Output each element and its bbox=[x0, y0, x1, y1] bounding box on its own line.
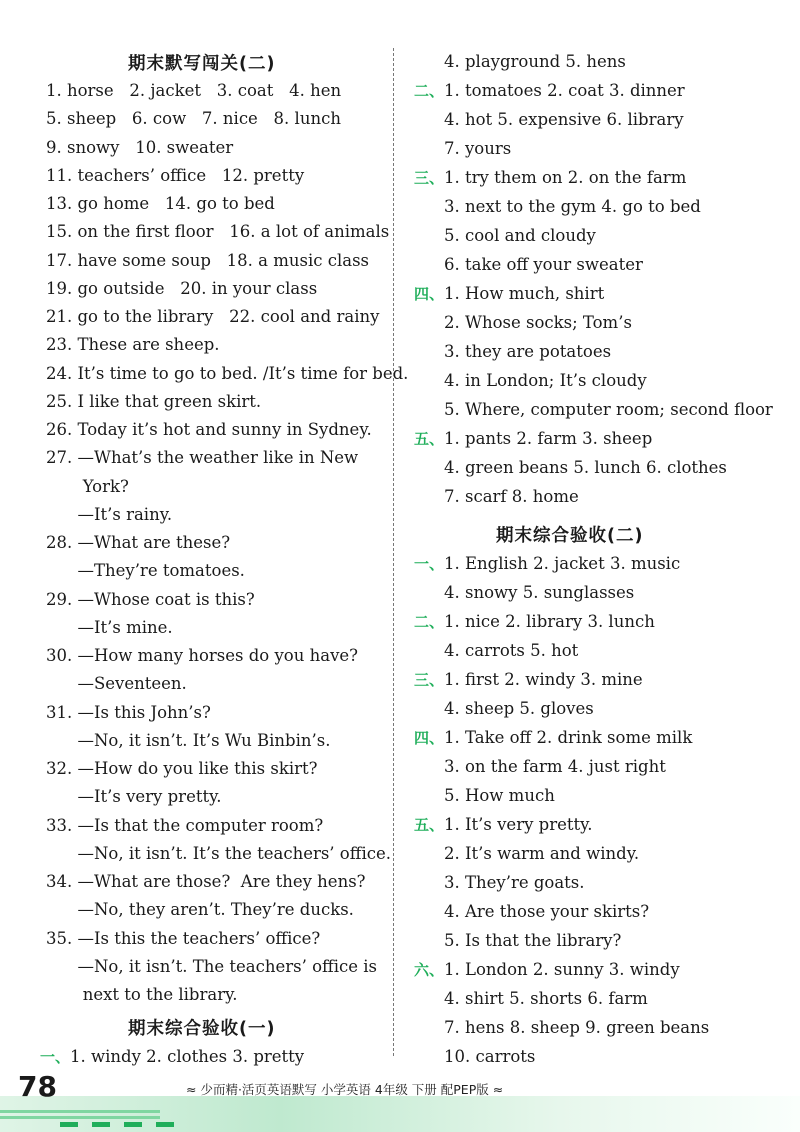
section-marker: 一、 bbox=[40, 1048, 71, 1066]
answer-text: 4. Are those your skirts? bbox=[444, 902, 650, 921]
answer-line: 1. horse 2. jacket 3. coat 4. hen bbox=[46, 81, 342, 100]
answer-line bbox=[414, 669, 643, 691]
answer-line bbox=[444, 399, 773, 421]
footer-dash bbox=[124, 1122, 142, 1127]
answer-line bbox=[414, 80, 685, 102]
answer-line: 19. go outside 20. in your class bbox=[46, 278, 318, 298]
footer-dash bbox=[60, 1122, 78, 1127]
answer-line: 35. —Is this the teachers’ office? bbox=[46, 928, 321, 948]
answer-line: —No, it isn’t. The teachers’ office is bbox=[46, 956, 377, 976]
answer-line bbox=[444, 51, 626, 73]
page-number: 78 bbox=[18, 1070, 57, 1103]
answer-text: 1. English 2. jacket 3. music bbox=[444, 554, 681, 573]
answer-line: 11. teachers’ office 12. pretty bbox=[46, 165, 305, 185]
section-marker: 三、 bbox=[414, 169, 445, 187]
answer-text: 1. tomatoes 2. coat 3. dinner bbox=[444, 81, 685, 100]
answer-text: 1. Take off 2. drink some milk bbox=[444, 728, 693, 747]
answer-line bbox=[444, 254, 643, 276]
answer-line bbox=[444, 109, 684, 131]
section-marker: 一、 bbox=[414, 555, 445, 573]
answer-text: 3. on the farm 4. just right bbox=[444, 757, 666, 776]
answer-text: 1. London 2. sunny 3. windy bbox=[444, 960, 680, 979]
answer-text: 1. first 2. windy 3. mine bbox=[444, 670, 643, 689]
answer-text: 10. carrots bbox=[444, 1047, 536, 1066]
answer-line bbox=[414, 553, 680, 575]
answer-line: 9. snowy 10. sweater bbox=[46, 137, 234, 157]
answer-line bbox=[414, 959, 680, 981]
answer-line: —It’s very pretty. bbox=[46, 787, 222, 807]
answer-line: —It’s mine. bbox=[46, 617, 173, 637]
answer-line bbox=[444, 756, 666, 778]
answer-line: York? bbox=[46, 476, 129, 496]
column-divider bbox=[393, 48, 394, 1056]
answer-text: 7. yours bbox=[444, 139, 512, 158]
answer-text: 1. It’s very pretty. bbox=[444, 815, 593, 834]
answer-line: —Seventeen. bbox=[46, 674, 187, 694]
answer-line bbox=[444, 1046, 535, 1068]
section-marker: 二、 bbox=[414, 82, 445, 100]
answer-text: 5. How much bbox=[444, 786, 555, 805]
answer-line bbox=[444, 312, 632, 334]
answer-line: 27. —What’s the weather like in New bbox=[46, 448, 359, 468]
answer-line: 5. sheep 6. cow 7. nice 8. lunch bbox=[46, 109, 341, 129]
answer-line: 29. —Whose coat is this? bbox=[46, 589, 255, 609]
answer-text: 4. in London; It’s cloudy bbox=[444, 371, 647, 390]
section-marker: 二、 bbox=[414, 613, 445, 631]
answer-line bbox=[444, 698, 594, 720]
answer-line bbox=[414, 283, 604, 305]
answer-text: 7. scarf 8. home bbox=[444, 487, 579, 506]
section-marker: 四、 bbox=[414, 285, 445, 303]
answer-line: 28. —What are these? bbox=[46, 533, 231, 552]
answer-text: 2. It’s warm and windy. bbox=[444, 844, 640, 863]
answer-line: —They’re tomatoes. bbox=[46, 561, 245, 581]
answer-line: 13. go home 14. go to bed bbox=[46, 194, 275, 213]
footer-wave bbox=[0, 1110, 160, 1113]
answer-text: 3. They’re goats. bbox=[444, 873, 585, 892]
answer-line bbox=[444, 582, 634, 604]
section-heading: 期末默写闯关(二) bbox=[128, 54, 276, 74]
answer-text: 4. green beans 5. lunch 6. clothes bbox=[444, 458, 727, 477]
answer-line bbox=[40, 1046, 304, 1068]
answer-text: 1. How much, shirt bbox=[444, 284, 605, 303]
answer-line bbox=[444, 785, 555, 807]
answer-text: 4. carrots 5. hot bbox=[444, 641, 579, 660]
answer-line bbox=[414, 167, 686, 189]
answer-line bbox=[444, 640, 578, 662]
answer-text: 7. hens 8. sheep 9. green beans bbox=[444, 1018, 710, 1037]
section-marker: 三、 bbox=[414, 671, 445, 689]
answer-line: 26. Today it’s hot and sunny in Sydney. bbox=[46, 420, 372, 439]
answer-line bbox=[444, 1017, 709, 1039]
answer-line bbox=[444, 457, 727, 479]
answer-line: 31. —Is this John’s? bbox=[46, 702, 211, 722]
answer-text: 1. nice 2. library 3. lunch bbox=[444, 612, 655, 631]
answer-line bbox=[444, 901, 649, 923]
answer-text: 5. Where, computer room; second floor bbox=[444, 400, 773, 419]
answer-line bbox=[444, 486, 579, 508]
answer-line bbox=[444, 225, 596, 247]
answer-text: 1. try them on 2. on the farm bbox=[444, 168, 687, 187]
answer-text: 1. windy 2. clothes 3. pretty bbox=[70, 1047, 305, 1066]
answer-line bbox=[444, 196, 701, 218]
section-heading: 期末综合验收(一) bbox=[128, 1019, 276, 1039]
answer-text: 5. cool and cloudy bbox=[444, 226, 596, 245]
footer-dash bbox=[156, 1122, 174, 1127]
footer-dash bbox=[92, 1122, 110, 1127]
answer-text: 4. playground 5. hens bbox=[444, 52, 626, 71]
answer-line bbox=[444, 988, 648, 1010]
answer-text: 4. hot 5. expensive 6. library bbox=[444, 110, 684, 129]
answer-line: 23. These are sheep. bbox=[46, 335, 220, 355]
answer-line bbox=[414, 428, 652, 450]
answer-line bbox=[414, 727, 692, 749]
answer-text: 1. pants 2. farm 3. sheep bbox=[444, 429, 653, 448]
answer-text: 5. Is that the library? bbox=[444, 931, 622, 950]
answer-line: 33. —Is that the computer room? bbox=[46, 815, 324, 835]
answer-line bbox=[414, 611, 655, 633]
answer-text: 4. snowy 5. sunglasses bbox=[444, 583, 635, 602]
answer-line bbox=[444, 341, 611, 363]
answer-line: next to the library. bbox=[46, 985, 238, 1004]
section-marker: 六、 bbox=[414, 961, 445, 979]
answer-line: 15. on the first floor 16. a lot of animals bbox=[46, 222, 390, 242]
answer-line bbox=[444, 370, 647, 392]
answer-line: 34. —What are those? Are they hens? bbox=[46, 872, 366, 891]
page-footer bbox=[0, 1068, 800, 1132]
answer-line: 30. —How many horses do you have? bbox=[46, 646, 359, 665]
section-heading: 期末综合验收(二) bbox=[496, 526, 644, 546]
answer-line: 25. I like that green skirt. bbox=[46, 391, 262, 411]
answer-line: 32. —How do you like this skirt? bbox=[46, 759, 318, 778]
footer-band bbox=[0, 1096, 800, 1132]
answer-line bbox=[444, 930, 621, 952]
answer-line bbox=[414, 814, 593, 836]
footer-wave bbox=[0, 1116, 160, 1119]
section-marker: 五、 bbox=[414, 816, 445, 834]
answer-line bbox=[444, 843, 639, 865]
answer-line: 24. It’s time to go to bed. /It’s time for bed. bbox=[46, 363, 409, 383]
answer-line: —No, it isn’t. It’s Wu Binbin’s. bbox=[46, 730, 331, 750]
answer-text: 3. next to the gym 4. go to bed bbox=[444, 197, 701, 216]
answer-line: 17. have some soup 18. a music class bbox=[46, 250, 370, 270]
section-marker: 四、 bbox=[414, 729, 445, 747]
answer-line: 21. go to the library 22. cool and rainy bbox=[46, 307, 380, 326]
answer-text: 4. shirt 5. shorts 6. farm bbox=[444, 989, 648, 1008]
answer-line bbox=[444, 872, 585, 894]
answer-text: 6. take off your sweater bbox=[444, 255, 643, 274]
answer-text: 4. sheep 5. gloves bbox=[444, 699, 594, 718]
answer-line bbox=[444, 138, 511, 160]
answer-text: 3. they are potatoes bbox=[444, 342, 612, 361]
section-marker: 五、 bbox=[414, 430, 445, 448]
answer-text: 2. Whose socks; Tom’s bbox=[444, 313, 632, 332]
answer-line: —No, they aren’t. They’re ducks. bbox=[46, 900, 354, 920]
answer-line: —It’s rainy. bbox=[46, 504, 173, 524]
answer-line: —No, it isn’t. It’s the teachers’ office. bbox=[46, 843, 391, 863]
footer-text: ≈ 少而精·活页英语默写 小学英语 4年级 下册 配PEP版 ≈ bbox=[186, 1082, 504, 1097]
